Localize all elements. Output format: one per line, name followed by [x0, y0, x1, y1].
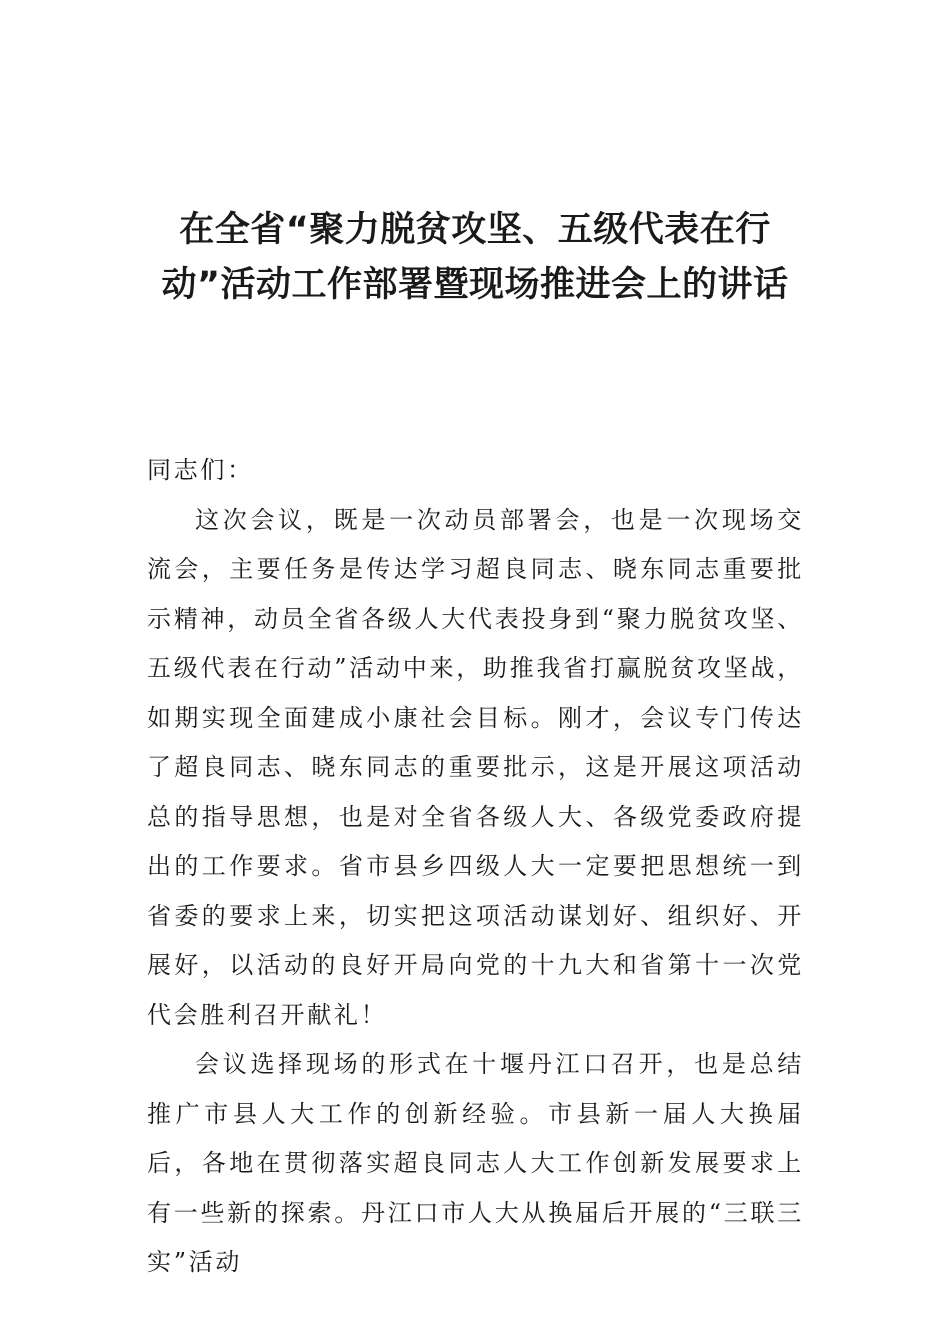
body-paragraph-2: 会议选择现场的形式在十堰丹江口召开，也是总结推广市县人大工作的创新经验。市县新一届人大换届后，各地在贯彻落实超良同志人大工作创新发展要求上有一些新的探索。丹江口市人大从换届后开展的“三联三实”活动	[147, 1050, 804, 1276]
salutation: 同志们：	[147, 456, 254, 484]
document-title: 在全省“聚力脱贫攻坚、五级代表在行动”活动工作部署暨现场推进会上的讲话	[161, 210, 789, 305]
body-paragraph-1: 这次会议，既是一次动员部署会，也是一次现场交流会，主要任务是传达学习超良同志、晓东同志重要批示精神，动员全省各级人大代表投身到“聚力脱贫攻坚、五级代表在行动”活动中来，助推我省打赢脱贫攻坚战，如期实现全面建成小康社会目标。刚才，会议专门传达了超良同志、晓东同志的重要批示，这是开展这项活动总的指导思想，也是对全省各级人大、各级党委政府提出的工作要求。省市县乡四级人大一定要把思想统一到省委的要求上来，切实把这项活动谋划好、组织好、开展好，以活动的良好开局向党的十九大和省第十一次党代会胜利召开献礼！	[147, 505, 804, 1029]
document-body	[147, 446, 804, 1288]
